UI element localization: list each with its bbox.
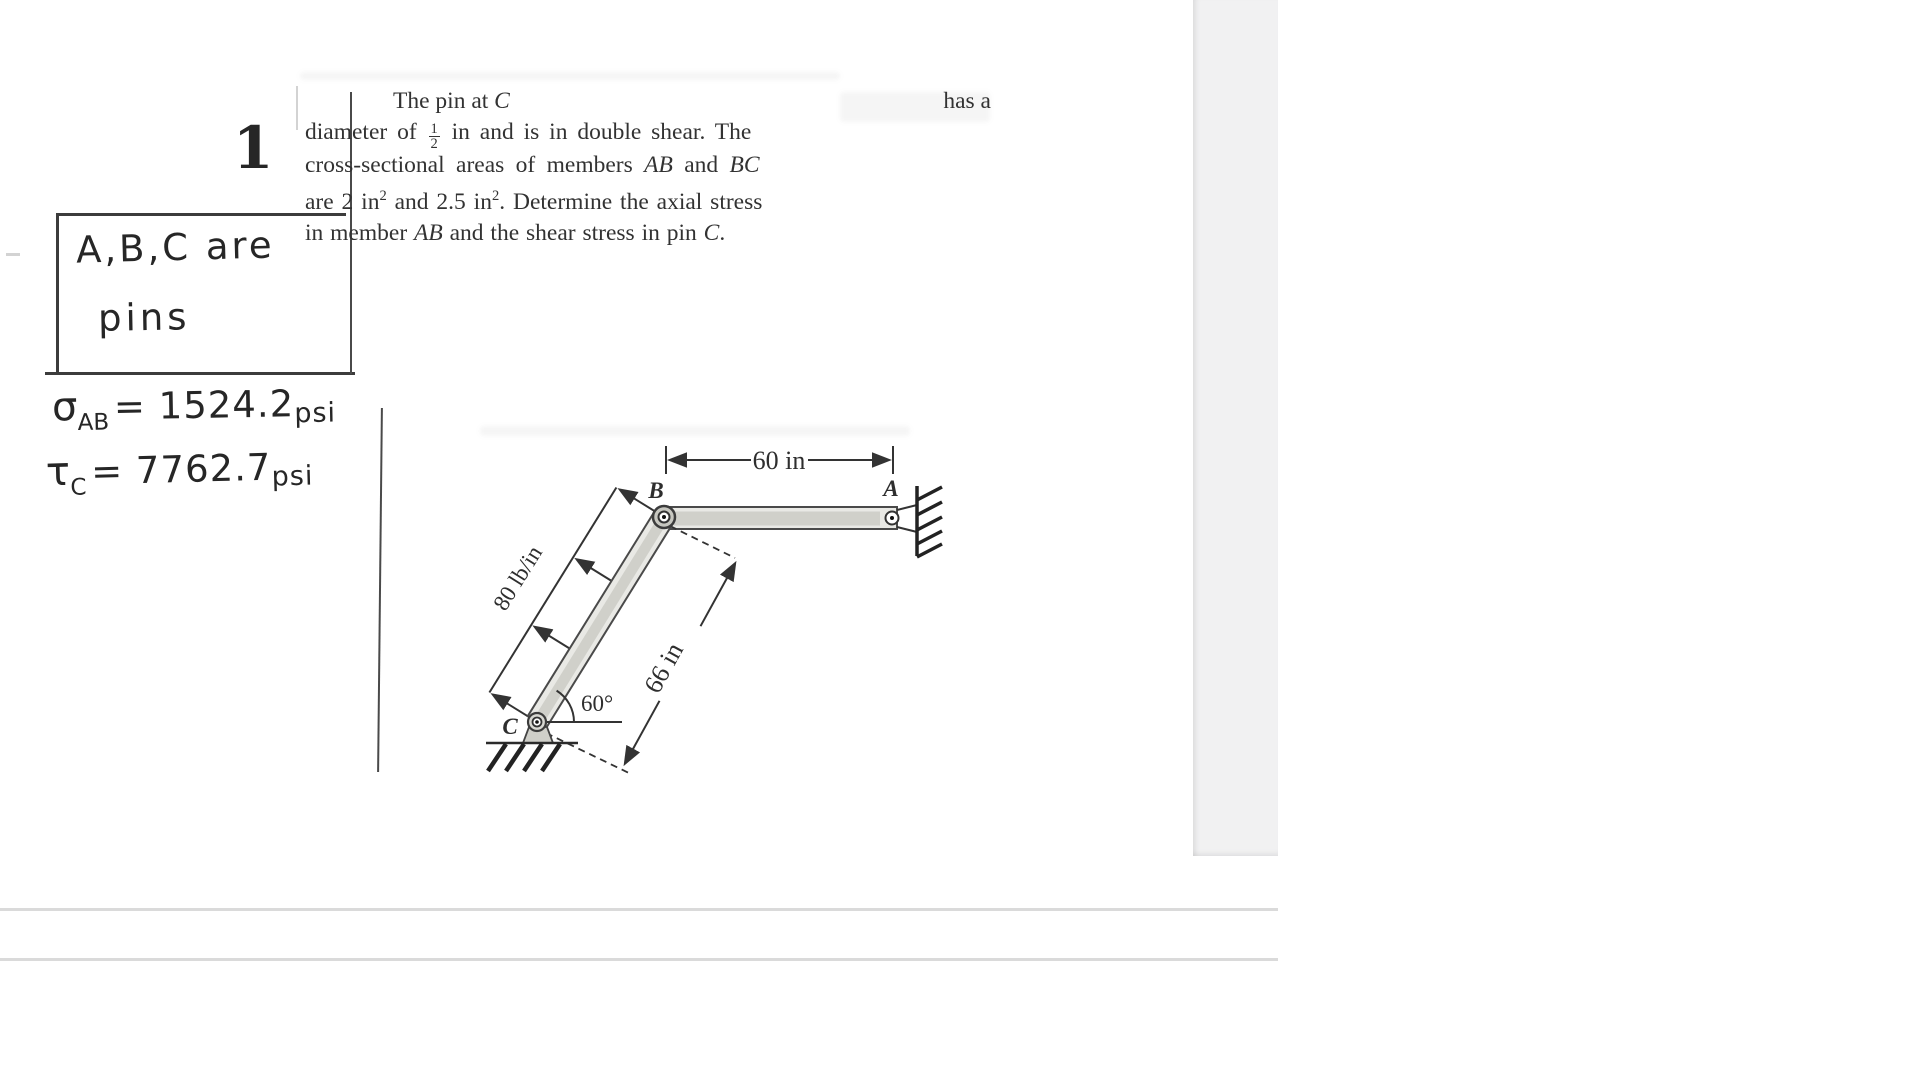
superscript: 2 <box>379 188 387 204</box>
angle-60deg-label: 60° <box>581 691 614 716</box>
problem-line-1 <box>305 86 991 117</box>
problem-number: 1 <box>233 114 274 182</box>
problem-text: . Determine the axial stress <box>499 188 763 215</box>
divider-line-top <box>0 908 1278 911</box>
sigma-symbol: σ <box>51 384 78 431</box>
variable-C: C <box>703 219 720 246</box>
label-C: C <box>502 714 518 739</box>
scan-mark <box>296 86 298 130</box>
note-box-top-border <box>56 213 346 216</box>
answer-sigma-ab <box>52 380 337 437</box>
problem-line-4 <box>305 181 991 218</box>
problem-text: in and is in double shear. The <box>451 119 752 145</box>
divider-line-bottom <box>0 958 1278 961</box>
sigma-value: = 1524.2 <box>113 382 295 429</box>
problem-line-5 <box>305 218 991 249</box>
problem-text: and <box>672 152 730 178</box>
problem-text: The pin at <box>393 88 495 114</box>
scan-smudge <box>300 72 840 80</box>
handwritten-note-line2: pins <box>97 295 191 340</box>
answer-tau-c <box>45 443 313 502</box>
label-A: A <box>883 476 899 501</box>
load-80lbin-label: 80 lb/in <box>488 541 548 615</box>
pin-B <box>653 506 675 528</box>
note-box-left-border <box>56 213 59 375</box>
note-box-bottom-border <box>45 372 355 375</box>
problem-text: . <box>719 219 726 246</box>
problem-text: and 2.5 in <box>386 188 492 215</box>
dim-60in-label: 60 in <box>752 446 806 475</box>
dimension-60in <box>666 446 893 475</box>
variable-AB: AB <box>414 219 443 246</box>
handwritten-note-line1: A,B,C are <box>75 223 276 272</box>
problem-text: cross-sectional areas of members <box>305 152 645 178</box>
structure-figure <box>470 430 970 800</box>
problem-text: diameter of <box>305 119 417 145</box>
tau-symbol: τ <box>45 448 71 496</box>
member-AB <box>664 507 897 529</box>
tau-unit: psi <box>271 460 314 493</box>
sigma-unit: psi <box>294 397 337 430</box>
variable-BC: BC <box>729 152 760 178</box>
tau-subscript: C <box>70 474 87 501</box>
wall-support-A <box>897 486 942 557</box>
problem-line-3 <box>305 150 991 181</box>
viewer-gutter-strip <box>1193 0 1278 856</box>
variable-AB: AB <box>644 152 673 178</box>
problem-text: and the shear stress in pin <box>442 219 704 246</box>
problem-statement <box>305 86 991 249</box>
scan-mark <box>6 253 20 256</box>
pin-C <box>528 713 546 731</box>
superscript: 2 <box>491 188 500 204</box>
margin-line <box>377 408 383 772</box>
problem-line-2 <box>305 117 991 150</box>
problem-text: are 2 in <box>305 188 380 215</box>
tau-value: = 7762.7 <box>90 445 272 494</box>
problem-text: has a <box>943 88 991 114</box>
pin-A <box>886 512 899 525</box>
ground-support-C <box>486 727 578 771</box>
sigma-subscript: AB <box>77 409 110 437</box>
label-B: B <box>648 478 664 503</box>
dim-66in-label: 66 in <box>638 637 690 698</box>
variable-C: C <box>494 88 510 114</box>
fraction-one-half: $\frac{1}{2}$ <box>430 121 438 152</box>
problem-text: in member <box>305 219 415 246</box>
